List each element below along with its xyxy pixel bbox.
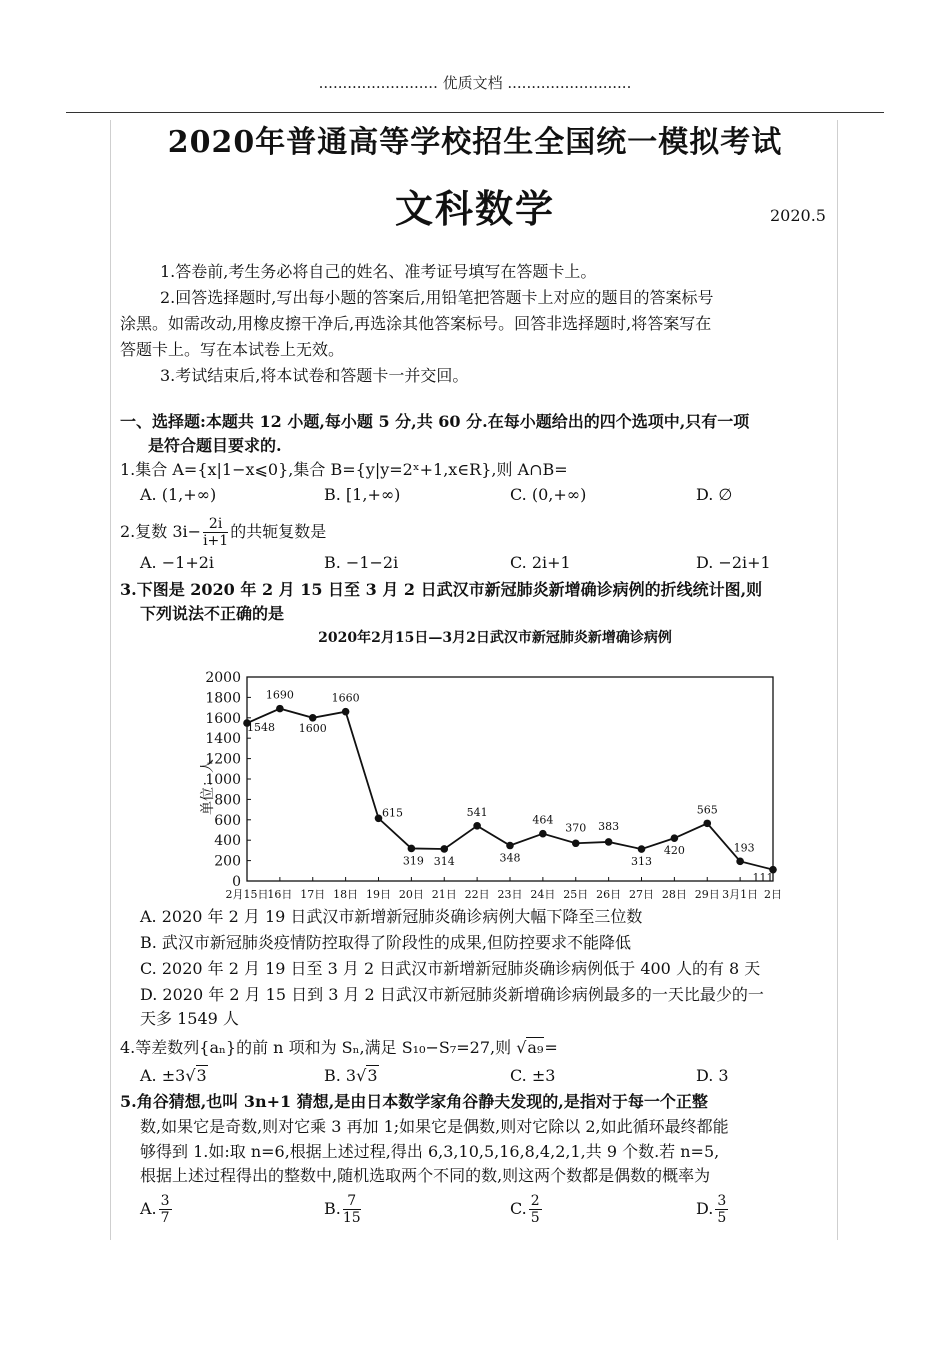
q5-option-c-label: C. [510, 1199, 527, 1218]
x-tick-label: 20日 [398, 888, 424, 901]
y-tick-label: 200 [214, 853, 241, 870]
q3-option-b: B. 武汉市新冠肺炎疫情防控取得了阶段性的成果,但防控要求不能降低 [140, 933, 632, 952]
data-point [703, 820, 711, 828]
data-label: 383 [598, 819, 620, 833]
q3-option-d: D. 2020 年 2 月 15 日到 3 月 2 日武汉市新冠肺炎新增确诊病例最多的一天比最少的一 [140, 985, 764, 1004]
data-point [605, 838, 613, 846]
q5-option-d-num: 3 [717, 1193, 727, 1209]
exam-title: 2020年普通高等学校招生全国统一模拟考试 [167, 125, 783, 160]
data-label: 313 [631, 855, 652, 869]
q5-option-d-frac [715, 1193, 728, 1226]
q2-stem-post: 的共轭复数是 [230, 522, 327, 541]
data-labels [247, 689, 774, 885]
data-label: 348 [499, 851, 521, 865]
data-label: 1690 [265, 688, 294, 702]
q4-option-a-root: 3 [196, 1066, 207, 1085]
q5-option-c [510, 1192, 544, 1226]
q3-option-d-cont: 天多 1549 人 [140, 1009, 239, 1028]
y-axis [205, 670, 251, 890]
q2-stem-pre: 2.复数 3i− [120, 522, 202, 541]
y-tick-label: 1800 [205, 690, 241, 707]
data-point [473, 822, 481, 830]
line-chart [190, 622, 800, 907]
chart-ylabel: 单位：人 [200, 759, 216, 815]
q5-line-4: 根据上述过程得出的整数中,随机选取两个不同的数,则这两个数都是偶数的概率为 [140, 1166, 711, 1185]
q5-option-c-den: 5 [530, 1210, 540, 1226]
data-label: 464 [532, 813, 554, 827]
data-point [638, 845, 646, 853]
y-tick-label: 0 [232, 874, 241, 890]
x-tick-label: 24日 [530, 888, 556, 901]
q1-option-c: C. (0,+∞) [510, 485, 587, 504]
data-point [408, 845, 416, 853]
q4-option-b-root: 3 [367, 1066, 378, 1085]
x-tick-label: 17日 [300, 888, 326, 901]
q4-stem-end: = [544, 1038, 558, 1057]
q5-option-d-den: 5 [717, 1210, 727, 1226]
y-tick-label: 1000 [205, 772, 241, 788]
x-tick-label: 2日 [764, 888, 782, 901]
x-tick-label: 28日 [661, 888, 687, 901]
data-label: 370 [565, 821, 587, 835]
y-tick-label: 800 [214, 792, 241, 809]
data-point [342, 708, 350, 716]
x-tick-label: 18日 [333, 888, 359, 901]
q1-stem: 1.集合 A={x|1−x⩽0},集合 B={y|y=2ˣ+1,x∈R},则 A∩B= [120, 460, 568, 479]
q5-option-a-num: 3 [160, 1193, 170, 1209]
data-label: 1548 [247, 721, 275, 735]
y-tick-label: 600 [214, 812, 241, 829]
y-tick-label: 1600 [205, 710, 241, 727]
x-tick-label: 21日 [431, 888, 457, 901]
y-tick-label: 1200 [205, 751, 241, 768]
data-label: 615 [382, 806, 403, 820]
x-tick-label: 29日 [694, 888, 720, 901]
q5-option-a-frac [159, 1193, 172, 1226]
x-tick-label: 22日 [464, 888, 490, 901]
note-2-cont-1: 涂黑。如需改动,用橡皮擦干净后,再选涂其他答案标号。回答非选择题时,将答案写在 [120, 314, 712, 333]
data-point [309, 714, 317, 722]
y-tick-label: 1400 [205, 731, 241, 748]
data-point [506, 842, 514, 850]
q1-option-b: B. [1,+∞) [324, 485, 401, 504]
data-point [440, 845, 448, 853]
x-tick-label: 25日 [563, 888, 589, 901]
q1-option-a: A. (1,+∞) [140, 485, 217, 504]
data-point [276, 705, 284, 713]
chart-title: 2020年2月15日—3月2日武汉市新冠肺炎新增确诊病例 [318, 630, 672, 646]
q1-option-d: D. ∅ [696, 485, 733, 504]
data-point [539, 830, 547, 838]
q4-option-b: B. 3√3 [324, 1066, 378, 1085]
q5-option-b [324, 1192, 363, 1226]
q5-option-b-label: B. [324, 1199, 341, 1218]
exam-subtitle: 文科数学 [394, 186, 555, 231]
data-label: 565 [696, 803, 718, 817]
q5-line-1: 5.角谷猜想,也叫 3n+1 猜想,是由日本数学家角谷静夫发现的,是指对于每一个正整 [120, 1092, 708, 1111]
q4-option-b-label: B. 3 [324, 1066, 357, 1085]
q2-option-d: D. −2i+1 [696, 553, 771, 572]
q5-option-b-num: 7 [343, 1193, 361, 1210]
q2-stem [120, 514, 326, 550]
q2-fraction [203, 516, 228, 549]
data-label: 541 [466, 805, 488, 819]
x-tick-label: 23日 [497, 888, 523, 901]
data-point [671, 834, 679, 842]
x-tick-label: 2月15日 [225, 888, 269, 901]
q5-line-3: 够得到 1.如:取 n=6,根据上述过程,得出 6,3,10,5,16,8,4,2,1,共 9 个数.若 n=5, [140, 1142, 720, 1161]
q5-option-c-frac [529, 1193, 542, 1226]
data-label: 314 [433, 854, 455, 868]
data-point [572, 839, 580, 847]
x-tick-label: 3月1日 [722, 888, 759, 901]
q5-option-b-den: 15 [342, 1210, 361, 1226]
exam-date: 2020.5 [770, 206, 826, 225]
q2-frac-num: 2i [203, 516, 228, 533]
q5-option-d [696, 1192, 730, 1226]
data-point [736, 858, 744, 866]
data-label: 193 [733, 841, 755, 855]
q4-option-c: C. ±3 [510, 1066, 556, 1085]
data-label: 1600 [298, 721, 327, 735]
q4-stem: 4.等差数列{aₙ}的前 n 项和为 Sₙ,满足 S₁₀−S₇=27,则 √a₉= [120, 1038, 558, 1057]
q3-stem: 3.下图是 2020 年 2 月 15 日至 3 月 2 日武汉市新冠肺炎新增确诊病例的折线统计图,则 [120, 580, 763, 599]
q4-option-a-label: A. ±3 [140, 1066, 186, 1085]
note-3: 3.考试结束后,将本试卷和答题卡一并交回。 [160, 366, 469, 385]
note-2-cont-2: 答题卡上。写在本试卷上无效。 [120, 340, 345, 359]
q4-option-d: D. 3 [696, 1066, 729, 1085]
y-tick-label: 2000 [205, 670, 241, 686]
plot-area [247, 677, 773, 881]
q3-stem-cont: 下列说法不正确的是 [140, 604, 285, 623]
q5-option-b-frac [343, 1193, 361, 1226]
q4-option-a: A. ±3√3 [140, 1066, 207, 1085]
x-tick-label: 26日 [596, 888, 622, 901]
y-tick-label: 400 [214, 833, 241, 850]
q4-sqrt-arg: a₉ [527, 1038, 544, 1057]
q5-option-d-label: D. [696, 1199, 714, 1218]
note-1: 1.答卷前,考生务必将自己的姓名、准考证号填写在答题卡上。 [160, 262, 597, 281]
q2-option-c: C. 2i+1 [510, 553, 571, 572]
q5-option-a-den: 7 [160, 1210, 170, 1226]
q2-option-b: B. −1−2i [324, 553, 399, 572]
q5-option-a [140, 1192, 174, 1226]
q3-option-a: A. 2020 年 2 月 19 日武汉市新增新冠肺炎确诊病例大幅下降至三位数 [140, 907, 643, 926]
data-label: 111 [752, 871, 774, 885]
section-heading-cont: 是符合题目要求的. [148, 436, 282, 455]
q3-option-c: C. 2020 年 2 月 19 日至 3 月 2 日武汉市新增新冠肺炎确诊病例低于 400 人的有 8 天 [140, 959, 761, 978]
x-tick-label: 27日 [629, 888, 654, 901]
q4-stem-text: 4.等差数列{aₙ}的前 n 项和为 Sₙ,满足 S₁₀−S₇=27,则 [120, 1038, 512, 1057]
section-heading: 一、选择题:本题共 12 小题,每小题 5 分,共 60 分.在每小题给出的四个选项中,只有一项 [120, 412, 750, 431]
q2-option-a: A. −1+2i [140, 553, 215, 572]
data-label: 319 [402, 854, 424, 868]
q5-line-2: 数,如果它是奇数,则对它乘 3 再加 1;如果它是偶数,则对它除以 2,如此循环最终都能 [140, 1117, 729, 1136]
data-label: 1660 [331, 691, 360, 705]
x-tick-label: 16日 [267, 888, 293, 901]
q5-option-a-label: A. [140, 1199, 157, 1218]
x-tick-label: 19日 [366, 888, 391, 901]
page-header: ......................... 优质文档 .......................... [318, 74, 632, 92]
note-2: 2.回答选择题时,写出每小题的答案后,用铅笔把答题卡上对应的题目的答案标号 [160, 288, 714, 307]
header-rule [66, 112, 884, 113]
data-label: 420 [663, 844, 685, 858]
q5-option-c-num: 2 [530, 1193, 540, 1209]
q2-frac-den: i+1 [203, 533, 229, 549]
